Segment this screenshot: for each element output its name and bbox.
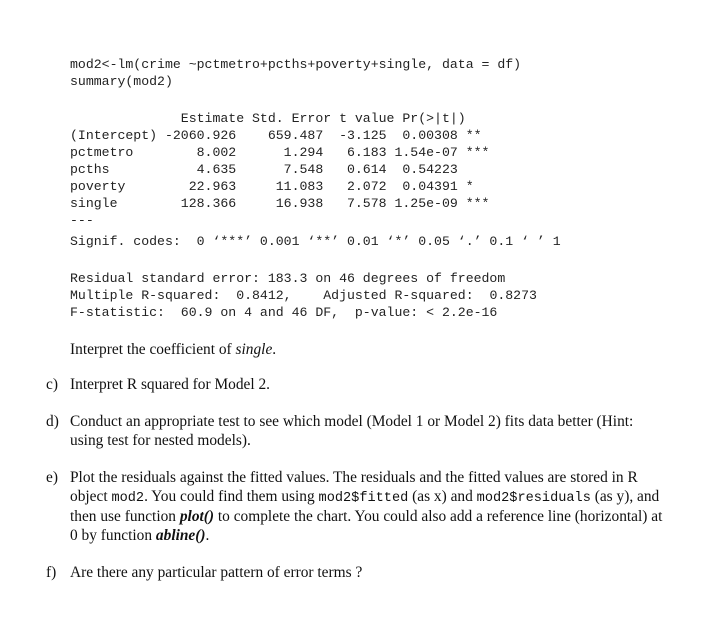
signif-codes — [70, 233, 561, 250]
signif-codes-line: Signif. codes: 0 ‘***’ 0.001 ‘**’ 0.01 ‘*’ 0.05 ‘.’ 0.1 ‘ ’ 1 — [70, 234, 561, 249]
residual-summary — [70, 270, 545, 321]
interpret-prefix: Interpret the coefficient of — [70, 341, 236, 358]
question-e-text — [70, 469, 664, 545]
question-f-text: Are there any particular pattern of error terms ? — [70, 564, 363, 581]
r-code-block — [70, 56, 521, 90]
code-mod2-fitted: mod2$fitted — [318, 490, 409, 506]
interpret-suffix: . — [272, 341, 277, 358]
interpret-term: single — [235, 341, 273, 358]
coef-row-poverty: poverty 22.963 11.083 2.072 0.04391 * — [70, 179, 490, 194]
question-e-text-3: (as x) and — [408, 487, 477, 505]
coef-row-single: single 128.366 16.938 7.578 1.25e-09 *** — [70, 196, 490, 211]
question-e-text-5: to complete the chart. You could also add a reference line (horizontal) at 0 by function — [70, 508, 663, 544]
coef-row-intercept: (Intercept) -2060.926 659.487 -3.125 0.00308 ** — [70, 128, 490, 143]
question-e-text-1: Plot the residuals against the fitted values. The residuals and the fitted values are stored in R object — [70, 469, 638, 505]
interpret-single-prompt — [70, 341, 276, 360]
question-e-text-6: . — [205, 526, 210, 544]
f-statistic-line: F-statistic: 60.9 on 4 and 46 DF, p-value: < 2.2e-16 — [70, 305, 498, 320]
question-c-label: c) — [46, 376, 58, 393]
code-mod2-residuals: mod2$residuals — [476, 490, 591, 506]
code-line-summary: summary(mod2) — [70, 74, 173, 89]
r-squared-line: Multiple R-squared: 0.8412, Adjusted R-squared: 0.8273 — [70, 288, 545, 303]
question-e-text-4: (as y), and then use function — [70, 487, 660, 525]
question-c-text: Interpret R squared for Model 2. — [70, 376, 271, 393]
coefficient-table — [70, 110, 497, 229]
code-line-lm: mod2<-lm(crime ~pctmetro+pcths+poverty+single, data = df) — [70, 57, 522, 72]
function-abline: abline() — [155, 526, 206, 544]
question-e-text-2: . You could find them using — [144, 487, 319, 505]
question-d-text: Conduct an appropriate test to see which model (Model 1 or Model 2) fits data better (Hint: using test for nested models). — [70, 413, 634, 449]
coef-row-pctmetro: pctmetro 8.002 1.294 6.183 1.54e-07 *** — [70, 145, 490, 160]
function-plot: plot() — [179, 508, 215, 525]
code-mod2: mod2 — [111, 490, 145, 506]
coef-table-header: Estimate Std. Error t value Pr(>|t|) — [70, 111, 498, 126]
residual-se-line: Residual standard error: 183.3 on 46 degrees of freedom — [70, 271, 506, 286]
coef-row-pcths: pcths 4.635 7.548 0.614 0.54223 — [70, 162, 490, 177]
question-d-label: d) — [46, 413, 59, 430]
coef-table-separator: --- — [70, 213, 94, 228]
question-e-label: e) — [46, 469, 58, 486]
question-f-label: f) — [46, 564, 57, 581]
